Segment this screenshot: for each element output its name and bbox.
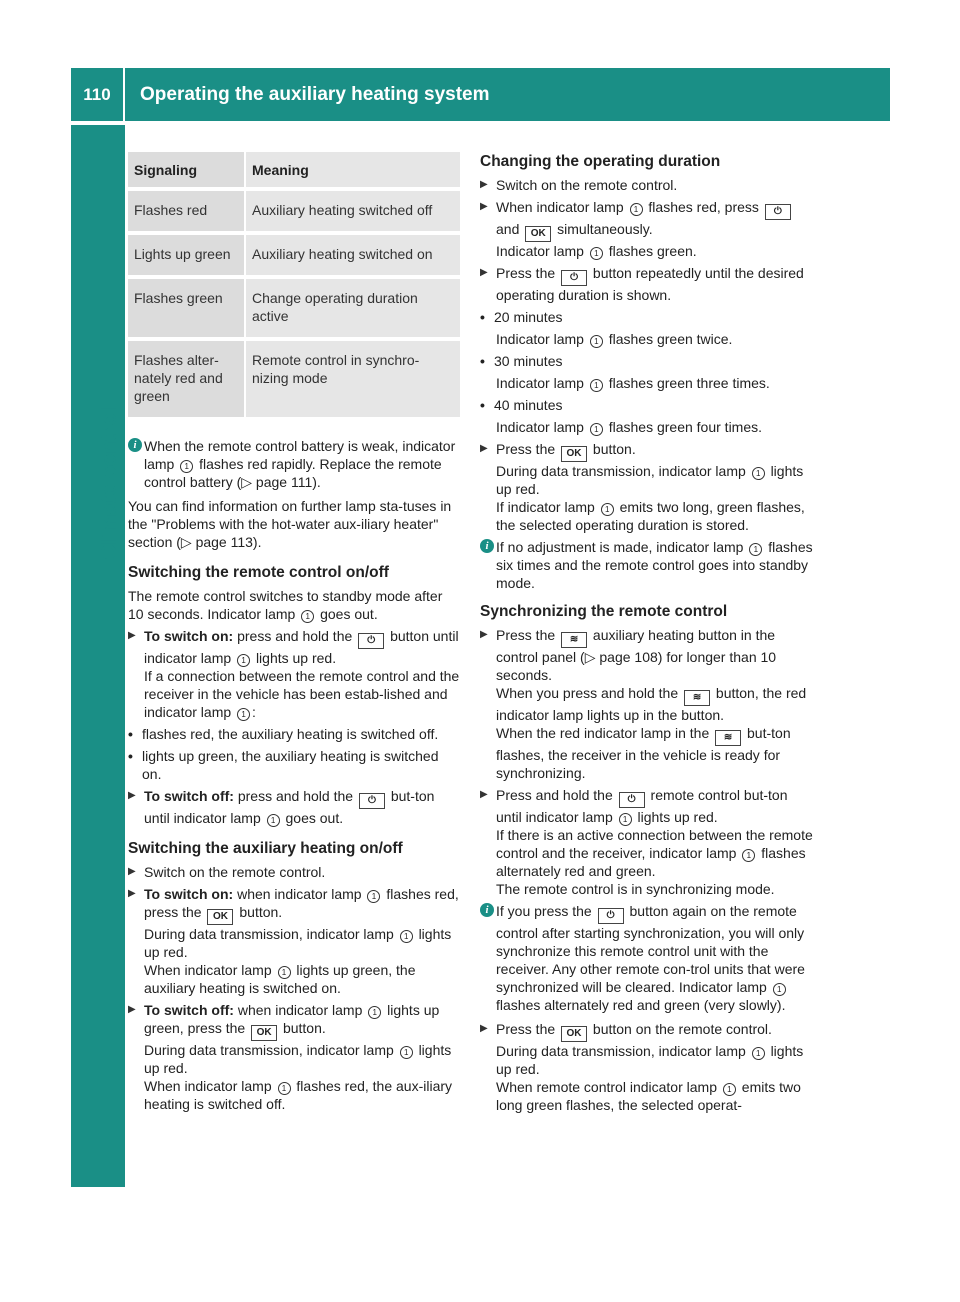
- table-row: [128, 277, 460, 339]
- sidebar-label: Climate control: [98, 407, 121, 560]
- heading-switching-remote: Switching the remote control on/off: [128, 564, 389, 581]
- sidebar-tab: [71, 125, 125, 1187]
- step-switch-on-remote: ▶ Switch on the remote control.: [128, 863, 460, 881]
- paragraph-standby: The remote control switches to standby mode after 10 seconds. Indicator lamp 1 goes out.: [128, 588, 443, 622]
- info-icon: i: [480, 539, 494, 553]
- indicator-lamp-icon: 1: [367, 890, 380, 903]
- bullet-40-min: • 40 minutes: [480, 396, 814, 414]
- table-row: [128, 189, 460, 233]
- table-row: [128, 339, 460, 419]
- indicator-lamp-icon: 1: [180, 460, 193, 473]
- heading-switching-aux: Switching the auxiliary heating on/off: [128, 840, 403, 857]
- power-icon: ⏻: [358, 633, 384, 649]
- step-switch-on: ▶ To switch on: press and hold the ⏻ button until indicator lamp 1 lights up red. If a connection between the remote control and the receiver in the vehicle has been estab-lished and indicator lamp 1 :: [128, 627, 460, 721]
- indicator-lamp-icon: 1: [630, 203, 643, 216]
- info-icon: i: [480, 903, 494, 917]
- page-number: 110: [71, 68, 125, 121]
- table-cell: Change operating duration active: [245, 277, 460, 339]
- indicator-lamp-icon: 1: [237, 654, 250, 667]
- col-header-signaling: Signaling: [128, 152, 245, 189]
- indicator-lamp-icon: 1: [590, 423, 603, 436]
- table-row: [128, 233, 460, 277]
- ok-icon: OK: [207, 909, 233, 925]
- paragraph-lamp-statuses: You can find information on further lamp sta-tuses in the "Problems with the hot-water aux-iliary heater" section (▷ page 113).: [128, 498, 452, 550]
- auxiliary-heating-icon: ≋: [684, 690, 710, 706]
- table-cell: Flashes red: [128, 189, 245, 233]
- step-press-ok: ▶ Press the OK button. During data transmission, indicator lamp 1 lights up red. If indicator lamp 1 emits two long, green flashes, the selected operating duration is stored.: [480, 440, 814, 534]
- ok-icon: OK: [251, 1025, 277, 1041]
- table-cell: Flashes alter-nately red and green: [128, 339, 245, 419]
- ok-icon: OK: [525, 226, 551, 242]
- step-press-simultaneously: ▶ When indicator lamp 1 flashes red, press ⏻ and OK simultaneously. Indicator lamp 1 flashes green.: [480, 198, 814, 260]
- indicator-lamp-icon: 1: [368, 1006, 381, 1019]
- left-column: [128, 152, 460, 1117]
- step-press-hold-power: ▶ Press and hold the ⏻ remote control but-ton until indicator lamp 1 lights up red. If there is an active connection between the remote control and the receiver, indicator lamp 1 flashes alternately red and green. The remote control is in synchronizing mode.: [480, 786, 814, 898]
- step-press-heat-button: ▶ Press the ≋ auxiliary heating button in the control panel (▷ page 108) for longer than 10 seconds. When you press and hold the ≋ button, the red indicator lamp lights up in the button. When the red indicator lamp in the ≋ but-ton flashes, the receiver in the vehicle is ready for synchronizing.: [480, 626, 814, 782]
- indicator-lamp-icon: 1: [400, 930, 413, 943]
- table-cell: Auxiliary heating switched on: [245, 233, 460, 277]
- info-note-battery: i When the remote control battery is weak, indicator lamp 1 flashes red rapidly. Replace the remote control battery (▷ page 111).: [128, 437, 460, 491]
- table-cell: Remote control in synchro-nizing mode: [245, 339, 460, 419]
- indicator-lamp-icon: 1: [278, 966, 291, 979]
- bullet-20-min: • 20 minutes: [480, 308, 814, 326]
- heading-sync: Synchronizing the remote control: [480, 603, 728, 620]
- ok-icon: OK: [561, 1026, 587, 1042]
- ok-icon: OK: [561, 446, 587, 462]
- auxiliary-heating-icon: ≋: [715, 730, 741, 746]
- bullet-lights-green: • lights up green, the auxiliary heating is switched on.: [128, 747, 460, 783]
- step-switch-off: ▶ To switch off: press and hold the ⏻ but-ton until indicator lamp 1 goes out.: [128, 787, 460, 827]
- power-icon: ⏻: [765, 204, 791, 220]
- note-40-min: Indicator lamp 1 flashes green four times.: [496, 419, 763, 435]
- bullet-30-min: • 30 minutes: [480, 352, 814, 370]
- indicator-lamp-icon: 1: [278, 1082, 291, 1095]
- power-icon: ⏻: [359, 793, 385, 809]
- table-cell: Auxiliary heating switched off: [245, 189, 460, 233]
- indicator-lamp-icon: 1: [752, 1047, 765, 1060]
- table-cell: Lights up green: [128, 233, 245, 277]
- step-press-ok-remote: ▶ Press the OK button on the remote control. During data transmission, indicator lamp 1 lights up red. When remote control indicator lamp 1 emits two long green flashes, the selected operat-: [480, 1020, 814, 1114]
- indicator-lamp-icon: 1: [400, 1046, 413, 1059]
- indicator-lamp-icon: 1: [749, 543, 762, 556]
- indicator-lamp-icon: 1: [723, 1083, 736, 1096]
- step-press-repeatedly: ▶ Press the ⏻ button repeatedly until the desired operating duration is shown.: [480, 264, 814, 304]
- power-icon: ⏻: [619, 792, 645, 808]
- col-header-meaning: Meaning: [245, 152, 460, 189]
- info-icon: i: [128, 438, 142, 452]
- indicator-lamp-icon: 1: [590, 379, 603, 392]
- power-icon: ⏻: [598, 908, 624, 924]
- table-cell: Flashes green: [128, 277, 245, 339]
- signal-table: [128, 152, 460, 421]
- indicator-lamp-icon: 1: [742, 849, 755, 862]
- power-icon: ⏻: [561, 270, 587, 286]
- table-header-row: [128, 152, 460, 189]
- indicator-lamp-icon: 1: [237, 708, 250, 721]
- info-note-sync: i If you press the ⏻ button again on the remote control after starting synchronization, you will only synchronize this remote control unit with the receiver. Any other remote con-trol units that were synchronized will be cleared. Indicator lamp 1 flashes alternately red and green (very slowly).: [480, 902, 814, 1014]
- step-aux-switch-on: ▶ To switch on: when indicator lamp 1 flashes red, press the OK button. During data transmission, indicator lamp 1 lights up red. When indicator lamp 1 lights up green, the auxiliary heating is switched on.: [128, 885, 460, 997]
- auxiliary-heating-icon: ≋: [561, 632, 587, 648]
- indicator-lamp-icon: 1: [752, 467, 765, 480]
- right-column: [480, 152, 814, 1118]
- indicator-lamp-icon: 1: [267, 814, 280, 827]
- bullet-flashes-red: • flashes red, the auxiliary heating is switched off.: [128, 725, 460, 743]
- indicator-lamp-icon: 1: [301, 610, 314, 623]
- indicator-lamp-icon: 1: [590, 335, 603, 348]
- indicator-lamp-icon: 1: [590, 247, 603, 260]
- note-30-min: Indicator lamp 1 flashes green three times.: [496, 375, 770, 391]
- note-20-min: Indicator lamp 1 flashes green twice.: [496, 331, 733, 347]
- indicator-lamp-icon: 1: [601, 503, 614, 516]
- heading-changing-duration: Changing the operating duration: [480, 153, 721, 170]
- step-aux-switch-off: ▶ To switch off: when indicator lamp 1 lights up green, press the OK button. During data transmission, indicator lamp 1 lights up red. When indicator lamp 1 flashes red, the aux-iliary heating is switched off.: [128, 1001, 460, 1113]
- info-note-no-adjustment: i If no adjustment is made, indicator lamp 1 flashes six times and the remote control goes into standby mode.: [480, 538, 814, 592]
- page-title: Operating the auxiliary heating system: [140, 84, 490, 105]
- indicator-lamp-icon: 1: [773, 983, 786, 996]
- indicator-lamp-icon: 1: [619, 813, 632, 826]
- step-switch-on-remote: ▶ Switch on the remote control.: [480, 176, 814, 194]
